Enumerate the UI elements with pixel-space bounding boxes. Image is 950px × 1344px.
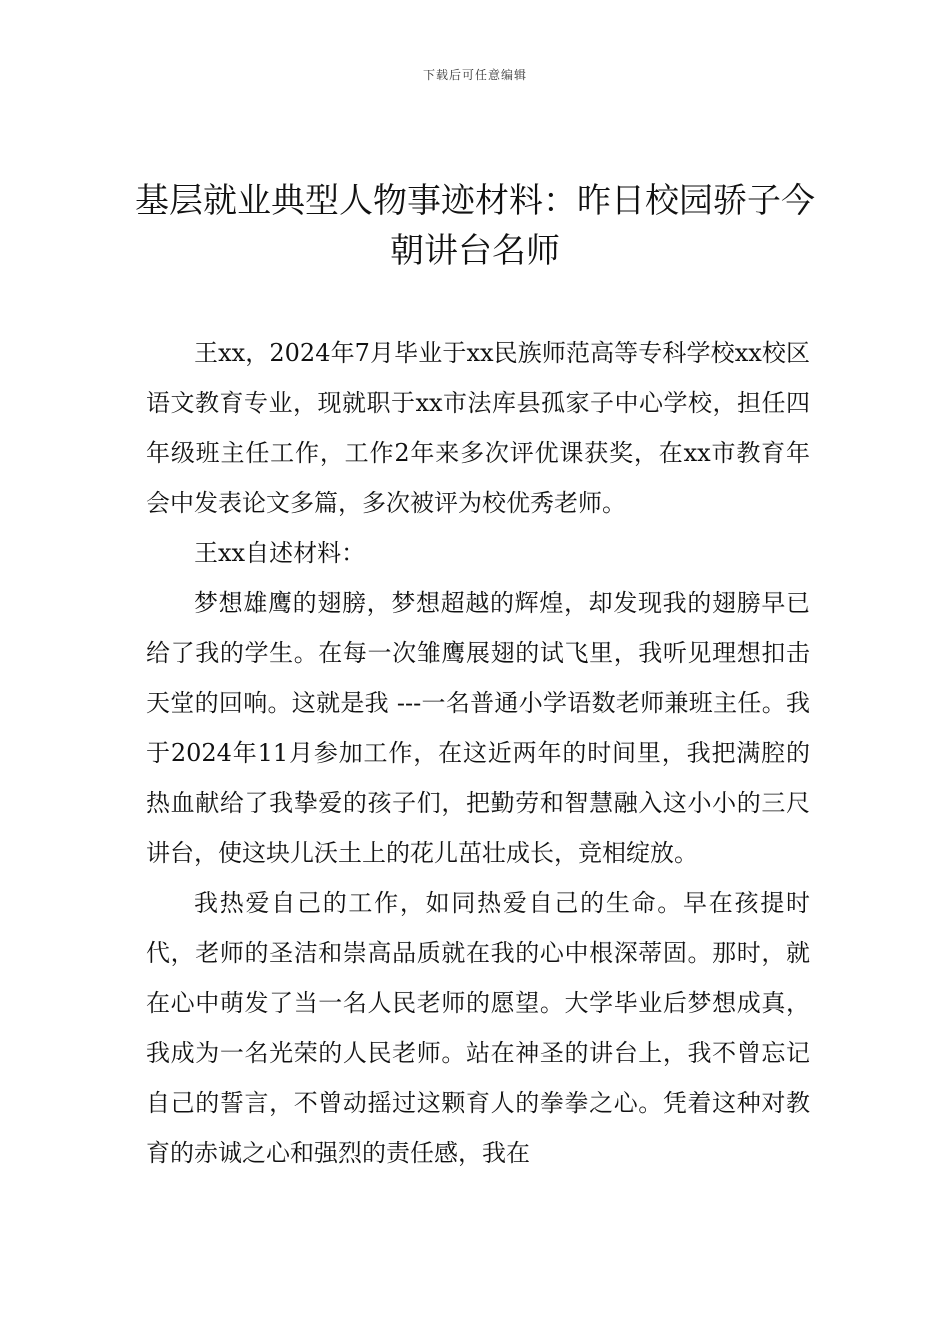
paragraph-heading: 王xx自述材料： — [194, 539, 366, 567]
paragraph-love-work: 我热爱自己的工作，如同热爱自己的生命。早在孩提时代，老师的圣洁和崇高品质就在我的心中根深蒂固。那时，就在心中萌发了当一名人民老师的愿望。大学毕业后梦想成真，我成为一名光荣的人民老师。站在神圣的讲台上，我不曾忘记自己的誓言，不曾动摇过这颗育人的拳拳之心。凭着这种对教育的赤诚之心和强烈的责任感，我在 — [146, 889, 810, 1167]
paragraph-dream: 梦想雄鹰的翅膀，梦想超越的辉煌，却发现我的翅膀早已给了我的学生。在每一次雏鹰展翅的试飞里，我听见理想扣击天堂的回响。这就是我 ---一名普通小学语数老师兼班主任。我于2024年11月参加工作，在这近两年的时间里，我把满腔的热血献给了我挚爱的孩子们，把勤劳和智慧融入这小小的三尺讲台，使这块儿沃土上的花儿茁壮成长，竞相绽放。 — [146, 589, 810, 867]
paragraph-intro: 王xx，2024年7月毕业于xx民族师范高等专科学校xx校区语文教育专业，现就职于xx市法库县孤家子中心学校，担任四年级班主任工作，工作2年来多次评优课获奖，在xx市教育年会中发表论文多篇，多次被评为校优秀老师。 — [146, 339, 810, 517]
document-title: 基层就业典型人物事迹材料：昨日校园骄子今朝讲台名师 — [135, 181, 815, 271]
header-note: 下载后可任意编辑 — [422, 68, 527, 82]
document-body — [146, 328, 810, 1178]
